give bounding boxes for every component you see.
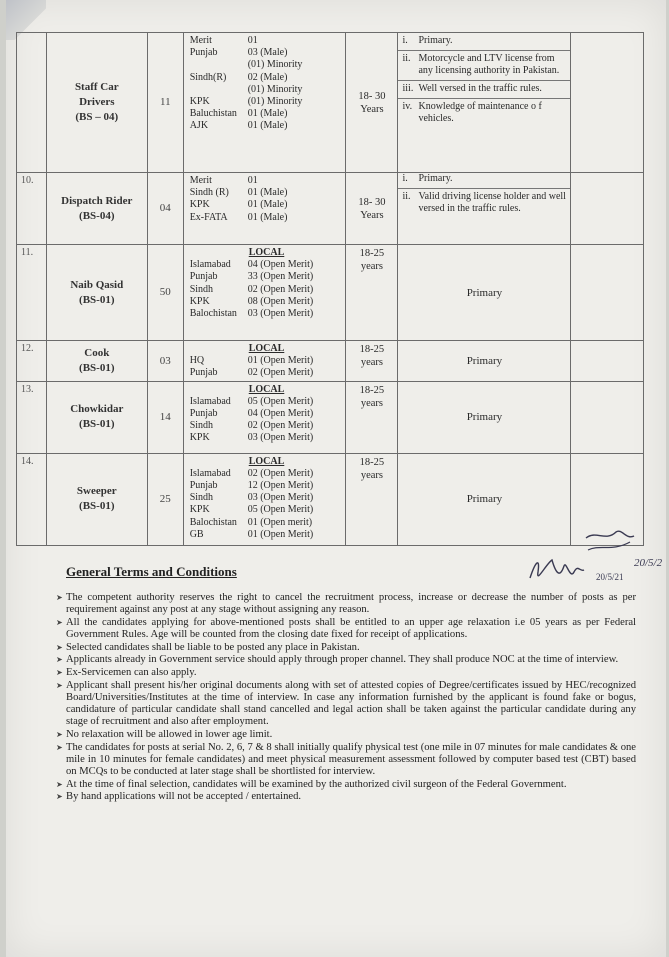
quota-count: 12 (Open Merit) [247,480,314,492]
quota-entry [190,35,344,47]
qualification-item [398,173,570,188]
age-limit-line: 18- 30 [358,90,386,102]
quota-province: Islamabad [189,467,231,479]
vacancy-row [17,245,644,341]
qualification-marker: i. [402,173,408,184]
quota-entry [190,420,344,432]
term-item [56,779,636,791]
qualification-text: Valid driving license holder and well versed in the traffic rules. [418,191,566,214]
quota-province: Balochistan [189,516,237,528]
age-limit-line: 18-25 [359,344,385,355]
qualification-text: Well versed in the traffic rules. [418,83,542,94]
number-of-posts: 03 [159,354,171,367]
blank-cell [571,341,644,382]
vacancy-table-body [17,33,644,546]
serial-number: 10. [21,175,34,186]
quota-entry [190,96,344,108]
qualification-text: Motorcycle and LTV license from any licensing authority in Pakistan. [418,53,560,76]
quota-province: Punjab [189,47,218,59]
quota-entry [190,84,344,96]
quota-count: 02 (Open Merit) [247,420,314,432]
bullet-arrow-icon: ➤ [56,779,63,789]
quota-entry [190,468,344,480]
quota-province: Baluchistan [189,108,237,120]
quota-province: Sindh [189,492,214,504]
quota-entry [190,517,344,529]
post-name-cell [46,453,147,545]
age-limit-line: Years [360,209,384,221]
post-name-cell [46,33,147,173]
quota-entry [190,199,344,211]
number-of-posts: 04 [159,202,171,215]
quota-entry [190,492,344,504]
quota-entry [190,355,344,367]
term-text: The candidates for posts at serial No. 2, 6, 7 & 8 shall initially qualify physical test (one mile in 07 minutes for male candidates & one mile in 10 minutes for female candidates) and meet physical measurement assessment followed by computer based test (CBT) based on MCQs to be conducted at later stage shall be shortlisted for interview. [66,741,636,777]
post-name-cell [46,173,147,245]
quota-entry [190,212,344,224]
serial-number: 13. [21,383,34,395]
term-item [56,791,636,803]
quota-count: 03 (Open Merit) [247,492,314,504]
quota-entry [190,432,344,444]
quota-count: 01 (Male) [247,187,288,199]
quota-cell [183,381,346,453]
quota-entry [190,108,344,120]
term-item [56,654,636,666]
quota-province: KPK [189,504,210,516]
age-limit-cell [346,245,398,341]
post-name-line: (BS-01) [79,500,115,513]
term-item [56,667,636,679]
qualification-text: Primary. [418,173,453,184]
term-item [56,680,636,728]
quota-count: 08 (Open Merit) [247,295,314,307]
post-name-line: (BS-04) [79,209,115,222]
vacancy-row [17,341,644,382]
terms-list [56,592,636,803]
qualification-cell [398,341,571,382]
quota-count: 03 (Male) [247,47,288,59]
qualification-item [398,80,570,98]
bullet-arrow-icon: ➤ [56,742,63,752]
qualification-marker: ii. [402,53,411,64]
post-name-line: (BS-01) [79,361,115,374]
qualification-cell [398,173,571,245]
age-limit-cell [346,341,398,382]
qualification-text: Primary [466,354,503,367]
serial-number-cell [17,173,47,245]
post-name-cell [46,381,147,453]
quota-count: 02 (Open Merit) [247,367,314,379]
number-of-posts: 14 [159,411,171,423]
serial-number-cell [17,381,47,453]
number-of-posts: 25 [159,493,171,505]
bullet-arrow-icon: ➤ [56,668,63,678]
quota-entry [190,367,344,379]
quota-count: 02 (Male) [247,71,288,83]
number-of-posts-cell [147,381,183,453]
quota-entry [190,59,344,71]
bullet-arrow-icon: ➤ [56,792,63,802]
serial-number-cell [17,341,47,382]
quota-count: 01 (Open merit) [247,516,313,528]
qualification-item [398,188,570,218]
term-text: Applicant shall present his/her original documents along with set of attested copies of Degree/certificates issued by HEC/recognized Board/Universities/Institutes at the time of interview. In case any information furnished by the applicant is found fake or bogus, candidature of particular candidate shall stand cancelled and legal action shall be taken against the particular candidate during any stage of recruitment and also after employment. [66,680,636,727]
blank-cell [571,245,644,341]
age-limit-line: years [360,357,383,368]
qualification-cell [398,245,571,341]
quota-count: 01 (Open Merit) [247,355,314,367]
term-item [56,642,636,654]
quota-entry [190,408,344,420]
quota-entry [190,284,344,296]
qualification-item [398,33,570,50]
bullet-arrow-icon: ➤ [56,592,63,602]
term-item [56,742,636,778]
number-of-posts: 50 [159,286,171,299]
quota-count: (01) Minority [247,96,303,108]
qualification-item [398,98,570,128]
quota-count: 33 (Open Merit) [247,271,314,283]
quota-cell [183,173,346,245]
quota-province [190,84,248,96]
term-text: Applicants already in Government service should apply through proper channel. They shall produce NOC at the time of interview. [66,654,619,666]
age-limit-cell [346,381,398,453]
quota-province: Balochistan [189,308,237,320]
post-name-line: (BS – 04) [75,111,119,123]
bullet-arrow-icon: ➤ [56,681,63,691]
serial-number: 14. [21,455,34,467]
quota-entry [190,308,344,320]
age-limit-cell [346,453,398,545]
quota-count: 02 (Open Merit) [247,467,314,479]
term-text: No relaxation will be allowed in lower age limit. [66,728,273,740]
bullet-arrow-icon: ➤ [56,642,63,652]
term-text: At the time of final selection, candidates will be examined by the authorized civil surgeon of the Federal Government. [66,778,567,790]
post-name-line: Chowkidar [70,403,124,416]
signature-date: 20/5/21 [596,572,624,582]
qualification-item [398,50,570,80]
age-limit-line: 18- 30 [358,196,386,208]
age-limit-line: years [360,261,383,272]
quota-province: Punjab [189,367,218,379]
qualification-cell [398,381,571,453]
quota-province: KPK [189,432,210,444]
term-item [56,729,636,741]
post-name-cell [46,245,147,341]
serial-number: 12. [21,343,34,354]
quota-province: KPK [189,199,210,211]
qualification-marker: iii. [402,83,414,94]
quota-province: Punjab [189,408,218,420]
qualification-marker: i. [402,35,408,46]
quota-count: 04 (Open Merit) [247,259,314,271]
quota-entry [190,396,344,408]
vacancy-row [17,33,644,173]
quota-province: Sindh (R) [189,187,229,199]
blank-cell [571,33,644,173]
age-limit-line: years [360,469,383,481]
qualification-text: Primary [466,493,503,506]
qualification-text: Knowledge of maintenance o f vehicles. [418,101,542,124]
blank-cell [571,381,644,453]
document-page [6,0,666,957]
quota-count: (01) Minority [247,59,303,71]
quota-count: 01 [247,35,258,46]
local-label: LOCAL [248,343,285,354]
quota-count: 05 (Open Merit) [247,395,314,407]
qualification-text: Primary [466,286,503,299]
post-name-line: Cook [84,346,110,359]
terms-heading: General Terms and Conditions [66,564,237,579]
term-text: Ex-Servicemen can also apply. [66,667,197,679]
quota-province: Punjab [189,271,218,283]
age-limit-cell [346,173,398,245]
age-limit-line: years [360,397,383,409]
post-name-line: Staff Car [74,81,119,93]
quota-entry [190,175,344,187]
signature-side-date: 20/5/2 [634,557,663,569]
post-name-line: Dispatch Rider [61,194,133,207]
quota-entry [190,504,344,516]
quota-entry [190,187,344,199]
post-name-line: Naib Qasid [70,278,124,291]
quota-count: 01 (Male) [247,108,288,120]
quota-cell [183,245,346,341]
post-name-line: (BS-01) [79,418,115,431]
local-label: LOCAL [248,383,285,395]
quota-count: 03 (Open Merit) [247,308,314,320]
bullet-arrow-icon: ➤ [56,617,63,627]
post-name-line: Drivers [79,96,115,108]
local-label: LOCAL [248,247,285,258]
term-text: Selected candidates shall be liable to be posted any place in Pakistan. [66,641,360,653]
quota-province: GB [189,528,204,540]
number-of-posts-cell [147,453,183,545]
quota-count: 01 (Male) [247,199,288,211]
qualification-marker: ii. [402,191,411,202]
quota-province: Merit [189,35,212,46]
term-text: All the candidates applying for above-mentioned posts shall be entitled to an upper age relaxation i.e 05 years as per Federal Government Rules. Age will be counted from the closing date fixed for receipt of applications. [66,616,636,640]
number-of-posts-cell [147,173,183,245]
quota-entry [190,120,344,132]
quota-count: 01 (Male) [247,120,288,132]
quota-province: Sindh(R) [189,71,227,83]
number-of-posts-cell [147,33,183,173]
quota-province: Islamabad [189,395,231,407]
age-limit-line: Years [360,103,384,115]
post-name-cell [46,341,147,382]
quota-entry [190,296,344,308]
quota-province: Sindh [189,420,214,432]
number-of-posts-cell [147,341,183,382]
quota-entry [190,529,344,541]
qualification-text: Primary [466,411,503,424]
quota-entry [190,480,344,492]
quota-province: Punjab [189,480,218,492]
term-text: By hand applications will not be accepted / entertained. [66,791,302,803]
quota-province: KPK [189,295,210,307]
quota-count: 03 (Open Merit) [247,432,314,444]
post-name-line: Sweeper [76,485,117,498]
blank-cell [571,173,644,245]
serial-number-cell [17,453,47,545]
qualification-text: Primary. [418,35,453,46]
number-of-posts-cell [147,245,183,341]
quota-entry [190,47,344,59]
post-name-line: (BS-01) [79,293,115,306]
quota-count: 01 [247,175,258,186]
quota-cell [183,341,346,382]
qualification-marker: iv. [402,101,413,112]
local-label: LOCAL [248,455,285,467]
term-item [56,592,636,616]
quota-province: Islamabad [189,259,231,271]
quota-count: 01 (Male) [247,211,288,223]
quota-count: 01 (Open Merit) [247,528,314,540]
bullet-arrow-icon: ➤ [56,655,63,665]
quota-province: Merit [189,175,212,186]
quota-cell [183,33,346,173]
vacancy-row [17,381,644,453]
quota-province: KPK [189,96,210,108]
quota-province: Sindh [189,283,214,295]
quota-province: HQ [189,355,205,367]
quota-province: Ex-FATA [189,211,228,223]
term-item [56,617,636,641]
age-limit-line: 18-25 [359,456,385,468]
quota-count: 04 (Open Merit) [247,408,314,420]
vacancy-row [17,173,644,245]
serial-number-cell [17,245,47,341]
quota-count: 05 (Open Merit) [247,504,314,516]
vacancy-table [16,32,644,546]
general-terms [56,566,636,804]
age-limit-line: 18-25 [359,248,385,259]
quota-entry [190,259,344,271]
quota-province [190,59,248,71]
quota-province: AJK [189,120,209,132]
qualification-cell [398,33,571,173]
number-of-posts: 11 [160,96,171,109]
age-limit-line: 18-25 [359,384,385,396]
quota-entry [190,72,344,84]
term-text: The competent authority reserves the right to cancel the recruitment process, increase or decrease the number of posts as per requirement against any post at any stage without assigning any reason. [66,591,636,615]
serial-number: 11. [21,247,34,258]
quota-count: (01) Minority [247,83,303,95]
serial-number-cell [17,33,47,173]
bullet-arrow-icon: ➤ [56,729,63,739]
quota-cell [183,453,346,545]
age-limit-cell [346,33,398,173]
quota-count: 02 (Open Merit) [247,283,314,295]
quota-entry [190,271,344,283]
